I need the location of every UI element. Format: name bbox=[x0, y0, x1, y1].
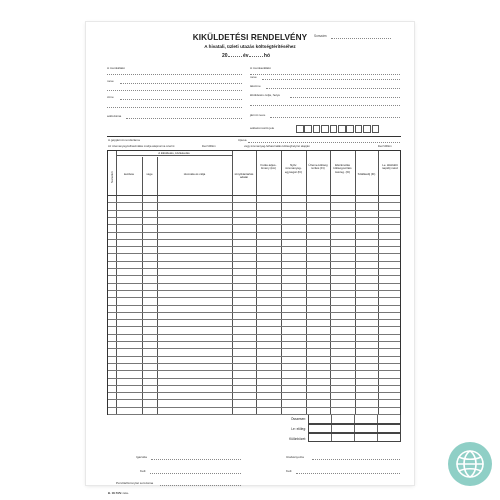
date1-line[interactable] bbox=[150, 473, 241, 474]
employee-line bbox=[250, 74, 400, 75]
year-blank[interactable] bbox=[228, 56, 242, 57]
logo-mark bbox=[448, 442, 492, 486]
tax-id-box[interactable] bbox=[313, 125, 321, 133]
table-row-line bbox=[108, 275, 400, 276]
col-expense-header: Elszámolás költség-térítés összeg. (Ft) bbox=[333, 163, 352, 174]
balance-label: Különbözet: bbox=[289, 437, 306, 441]
table-row-line bbox=[108, 224, 400, 225]
col-route-header: útvonala és célja bbox=[183, 172, 206, 176]
col-km-header: Futás-teljes-ítmény (km) bbox=[260, 163, 277, 171]
table-group-header: A kiküldetés, közlekedés bbox=[116, 152, 232, 156]
date-line bbox=[222, 54, 270, 59]
employer-extra-line bbox=[107, 90, 242, 91]
tax-id-box[interactable] bbox=[321, 125, 329, 133]
col-serial-header: Sorszám bbox=[110, 171, 114, 183]
table-row-line bbox=[108, 239, 400, 240]
certify-signature-line[interactable] bbox=[151, 459, 241, 460]
serial-line bbox=[331, 38, 391, 39]
employee-name-label: neve bbox=[250, 75, 257, 79]
table-row-line bbox=[108, 348, 400, 349]
total-label: Összesen: bbox=[290, 417, 306, 421]
date2-line[interactable] bbox=[296, 473, 400, 474]
date-month-label: hó bbox=[263, 53, 271, 59]
col-fuel-header: Nyilv. üzemanyag-egységár (Ft) bbox=[284, 163, 303, 174]
employee-residence-field[interactable] bbox=[266, 88, 400, 89]
table-row-line bbox=[108, 210, 400, 211]
table-row-line bbox=[108, 341, 400, 342]
table-row-line bbox=[108, 392, 400, 393]
balance-boxes[interactable] bbox=[308, 433, 401, 442]
employer-label: A munkáltató bbox=[107, 66, 125, 70]
ledger-label: Pénztárbizonylat sorszáma bbox=[116, 481, 154, 485]
fuel-corr-label: vagy üzemanyag-felhasználás költséghelyzet alapján bbox=[244, 144, 310, 148]
col-visited-header: útnyilvántartás adatai bbox=[234, 172, 254, 180]
table-row-line bbox=[108, 283, 400, 284]
table-row-line bbox=[108, 407, 400, 408]
table-row-line bbox=[108, 378, 400, 379]
col-end-header: vége bbox=[146, 172, 153, 176]
employee-vehicle-label: jármű neve bbox=[250, 113, 266, 117]
table-row-line bbox=[108, 202, 400, 203]
advance-label: Le: előleg: bbox=[291, 427, 306, 431]
table-row-line bbox=[108, 363, 400, 364]
tax-id-box[interactable] bbox=[330, 125, 338, 133]
tax-id-box[interactable] bbox=[372, 125, 380, 133]
date-year-label: év bbox=[242, 53, 249, 59]
employee-vehicle-field[interactable] bbox=[270, 117, 400, 118]
section-divider bbox=[107, 136, 401, 137]
col-fuelcost-header: Üzeme-költség térítés (Ft) bbox=[308, 163, 328, 171]
tax-id-box[interactable] bbox=[304, 125, 312, 133]
employee-tax-label: adóazonosító jele bbox=[250, 126, 275, 130]
employer-address-label: címe bbox=[107, 95, 114, 99]
tax-id-box[interactable] bbox=[346, 125, 354, 133]
document-title: KIKÜLDETÉSI RENDELVÉNY bbox=[192, 33, 308, 42]
serial-label: Sorszám bbox=[314, 34, 327, 38]
table-row-line bbox=[108, 261, 400, 262]
table-row-line bbox=[108, 312, 400, 313]
tax-id-box[interactable] bbox=[338, 125, 346, 133]
table-row-line bbox=[108, 232, 400, 233]
employer-address-line2 bbox=[107, 107, 242, 108]
employer-tax-field[interactable] bbox=[126, 118, 242, 119]
table-row-line bbox=[108, 370, 400, 371]
employer-tax-label: adószáma bbox=[107, 114, 122, 118]
vehicle-plate-label: A gépjármű rendszáma bbox=[108, 138, 140, 142]
table-row-line bbox=[108, 305, 400, 306]
date1-label: Kelt: bbox=[140, 469, 147, 473]
table-row-line bbox=[108, 385, 400, 386]
employer-name-label: neve bbox=[107, 79, 114, 83]
col-other-header: Le. kiküldött napidíj mész bbox=[381, 163, 399, 171]
authorized-label: Utalványozta bbox=[286, 455, 304, 459]
col-daily-header: Szállásdíj (Ft) bbox=[357, 172, 376, 176]
table-row-line bbox=[108, 268, 400, 269]
employee-place-label: kiküldetés célja, helye bbox=[250, 93, 281, 97]
form-code: B. 18-73/V. r.no. bbox=[108, 491, 129, 495]
table-row-line bbox=[108, 297, 400, 298]
tax-id-box[interactable] bbox=[296, 125, 304, 133]
employee-residence-label: lakcíme bbox=[250, 84, 261, 88]
expense-table bbox=[107, 150, 401, 415]
employer-name-field[interactable] bbox=[120, 83, 242, 84]
table-row-line bbox=[108, 217, 400, 218]
fuel-corr-unit: liter/100km bbox=[378, 144, 392, 148]
total-boxes[interactable] bbox=[308, 415, 401, 424]
fuel-norm-unit: liter/100km bbox=[202, 144, 216, 148]
table-row-line bbox=[108, 246, 400, 247]
authorized-signature-line[interactable] bbox=[312, 459, 400, 460]
tax-id-boxes[interactable] bbox=[296, 125, 380, 133]
table-row-line bbox=[108, 253, 400, 254]
advance-boxes[interactable] bbox=[308, 424, 401, 433]
header-bottom-rule bbox=[108, 195, 400, 196]
employer-line bbox=[107, 74, 242, 75]
employer-address-field[interactable] bbox=[120, 99, 242, 100]
table-row-line bbox=[108, 399, 400, 400]
date2-label: Kelt: bbox=[286, 469, 293, 473]
employee-place-line2 bbox=[250, 105, 400, 106]
table-row-line bbox=[108, 326, 400, 327]
tax-id-box[interactable] bbox=[355, 125, 363, 133]
employee-label: A munkavállaló bbox=[250, 66, 271, 70]
vehicle-type-field[interactable] bbox=[248, 142, 400, 143]
month-blank[interactable] bbox=[249, 56, 263, 57]
ledger-line[interactable] bbox=[160, 485, 241, 486]
table-row-line bbox=[108, 356, 400, 357]
table-row-line bbox=[108, 319, 400, 320]
document-page bbox=[86, 22, 414, 495]
document-subtitle: A hivatali, üzleti utazás költségtérítéséhez bbox=[204, 44, 296, 49]
col-start-header: kezdete bbox=[123, 172, 135, 176]
vehicle-type-label: típusa bbox=[238, 138, 247, 142]
table-row-line bbox=[108, 290, 400, 291]
date-year-prefix: 20 bbox=[222, 53, 228, 59]
tax-id-box[interactable] bbox=[363, 125, 371, 133]
certify-label: Igazolta bbox=[136, 455, 147, 459]
fuel-norm-label: Az üzemanyag-felhasználás módja alapnorma szerint bbox=[108, 144, 175, 148]
table-row-line bbox=[108, 334, 400, 335]
employee-place-field[interactable] bbox=[290, 97, 400, 98]
employee-name-field[interactable] bbox=[262, 79, 400, 80]
